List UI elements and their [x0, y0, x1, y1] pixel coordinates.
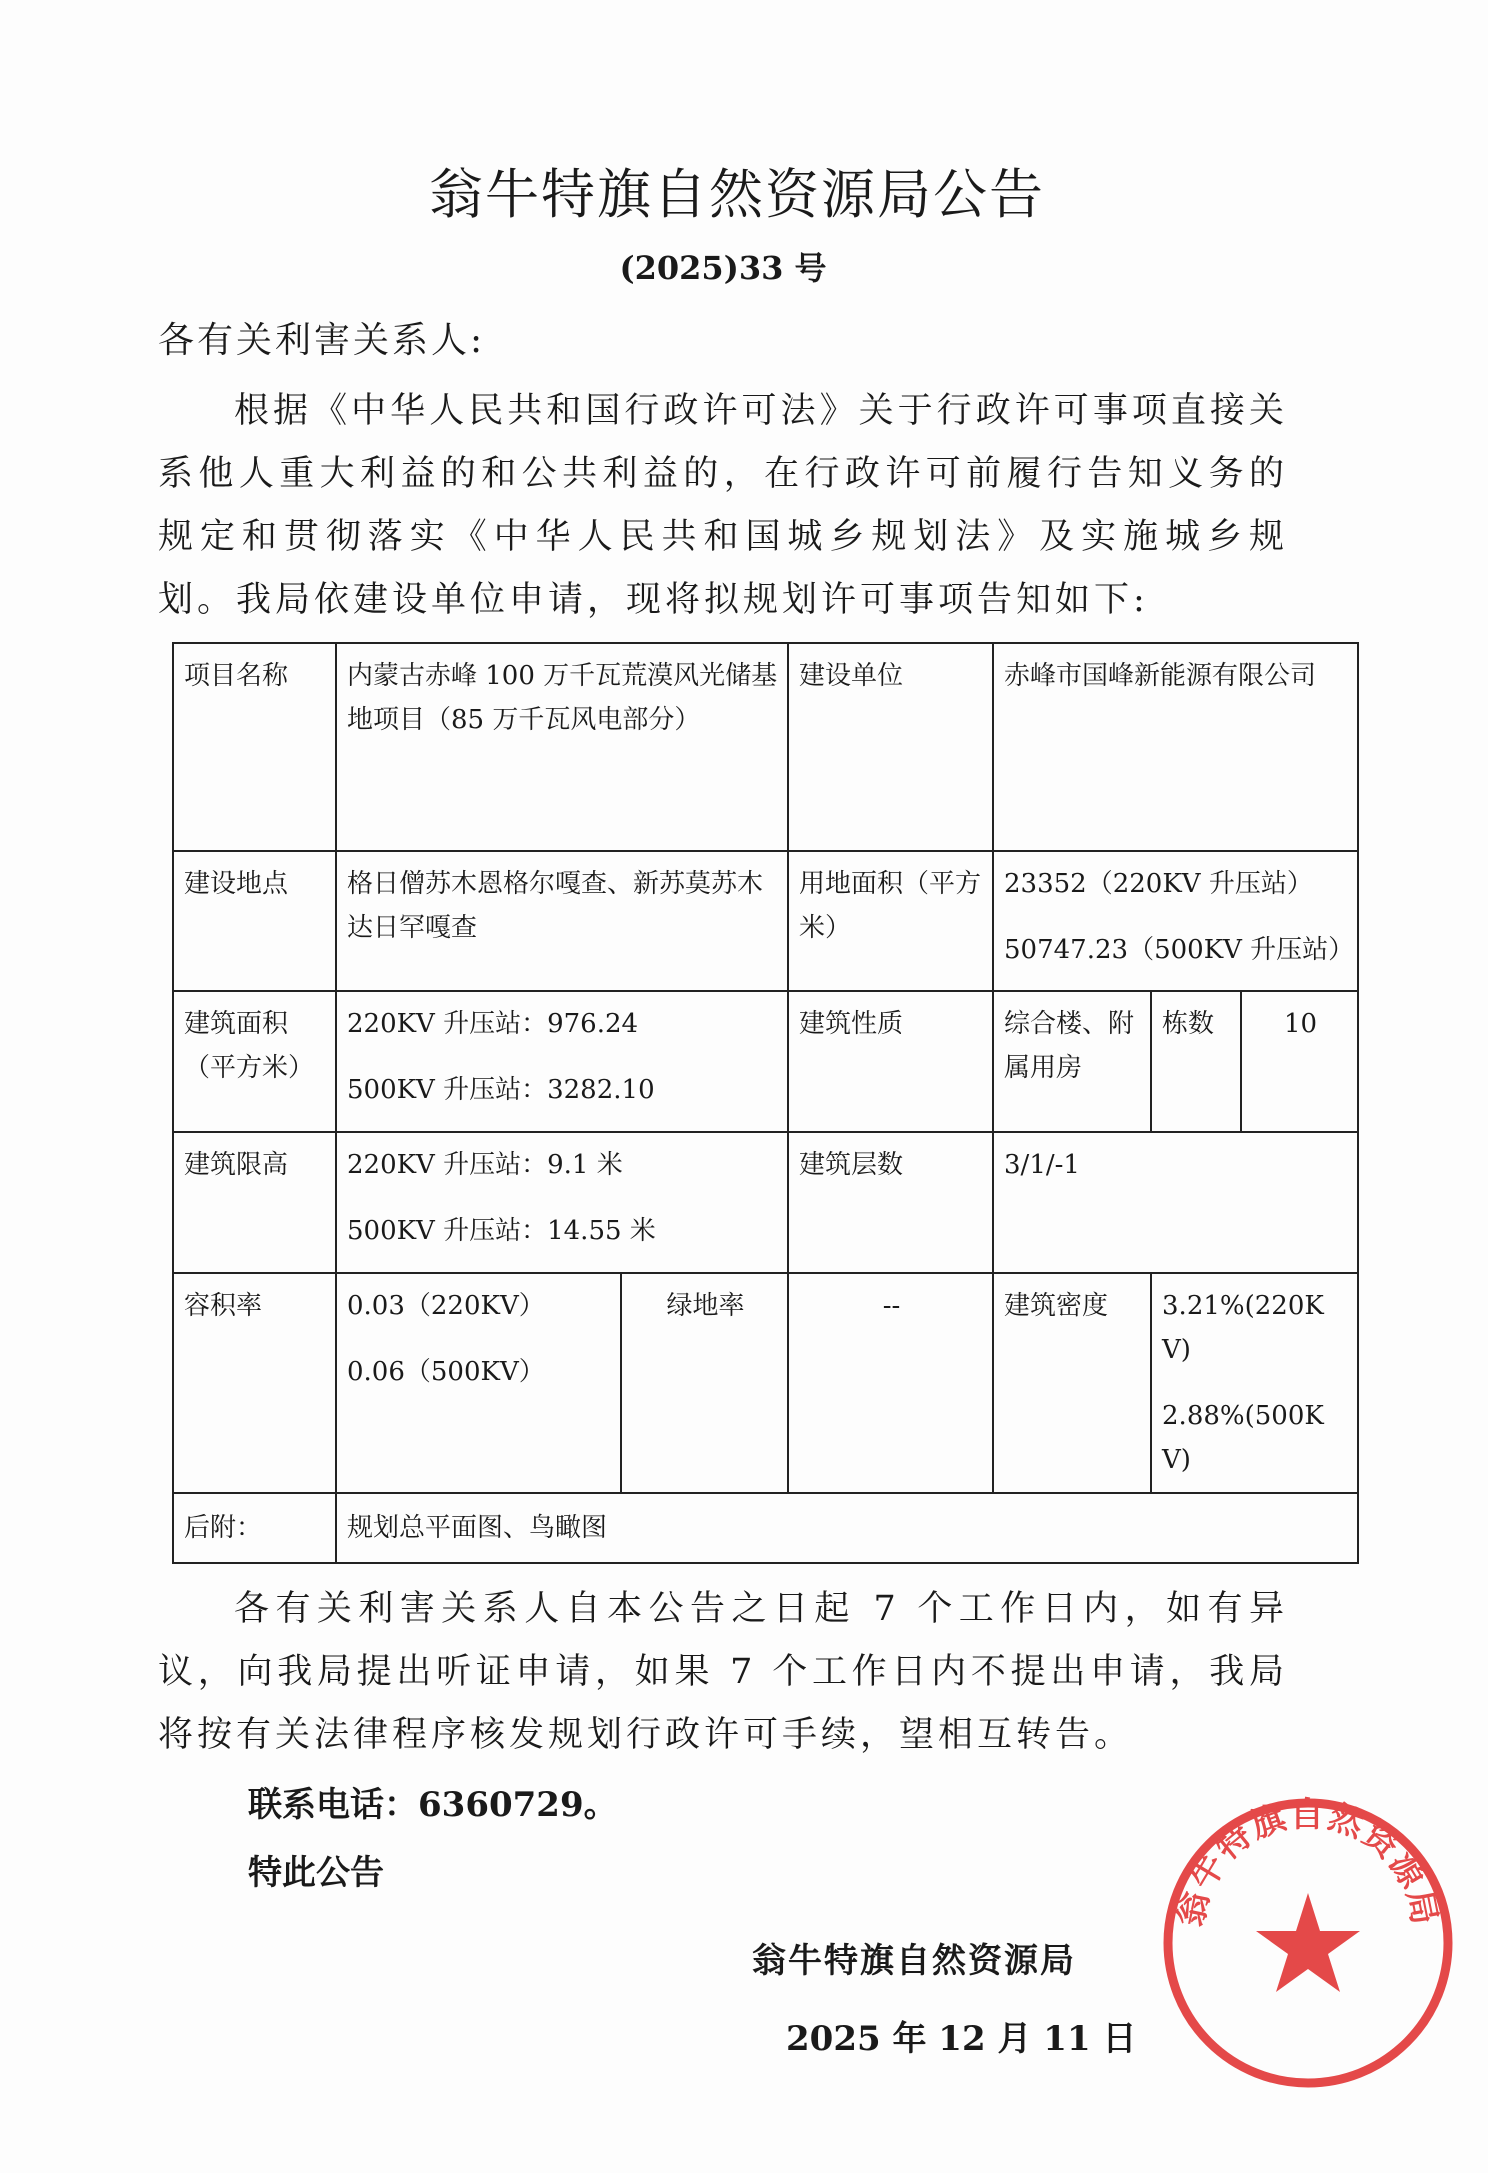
table-row [173, 1273, 1358, 1493]
salutation: 各有关利害关系人: [158, 320, 486, 361]
land-area-value: 23352（220KV 升压站） 50747.23（500KV 升压站） [993, 851, 1358, 991]
far-value: 0.03（220KV） 0.06（500KV） [336, 1273, 621, 1493]
location-label: 建设地点 [173, 851, 336, 991]
height-limit-value: 220KV 升压站：9.1 米 500KV 升压站：14.55 米 [336, 1132, 788, 1273]
building-count-value: 10 [1241, 991, 1358, 1132]
floors-label: 建筑层数 [788, 1132, 993, 1273]
table-row [173, 1493, 1358, 1563]
table-row [173, 851, 1358, 991]
project-name-label: 项目名称 [173, 643, 336, 851]
density-value: 3.21%(220KV) 2.88%(500KV) [1151, 1273, 1358, 1493]
floor-area-value: 220KV 升压站：976.24 500KV 升压站：3282.10 [336, 991, 788, 1132]
project-name-value: 内蒙古赤峰 100 万千瓦荒漠风光储基地项目（85 万千瓦风电部分） [336, 643, 788, 851]
green-ratio-value: -- [788, 1273, 993, 1493]
signature-date: 2025 年 12 月 11 日 [786, 2019, 1137, 2059]
table-row [173, 991, 1358, 1132]
seal-text: 翁牛特旗自然资源局 [1171, 1794, 1445, 1930]
attachment-value: 规划总平面图、鸟瞰图 [336, 1493, 1358, 1563]
official-seal-stamp [1158, 1793, 1458, 2093]
star-icon [1256, 1893, 1360, 1992]
floors-value: 3/1/-1 [993, 1132, 1358, 1273]
table-row [173, 1132, 1358, 1273]
objection-paragraph: 各有关利害关系人自本公告之日起 7 个工作日内，如有异议，向我局提出听证申请，如果 7 个工作日内不提出申请，我局将按有关法律程序核发规划行政许可手续，望相互转告。 [158, 1589, 1288, 1755]
location-value: 格日僧苏木恩格尔嘎查、新苏莫苏木达日罕嘎查 [336, 851, 788, 991]
closing-remark: 特此公告 [248, 1853, 384, 1893]
contact-phone: 联系电话：6360729。 [248, 1785, 618, 1825]
floor-area-label: 建筑面积（平方米） [173, 991, 336, 1132]
far-label: 容积率 [173, 1273, 336, 1493]
land-area-label: 用地面积（平方米） [788, 851, 993, 991]
building-nature-label: 建筑性质 [788, 991, 993, 1132]
attachment-label: 后附： [173, 1493, 336, 1563]
builder-label: 建设单位 [788, 643, 993, 851]
height-limit-label: 建筑限高 [173, 1132, 336, 1273]
density-label: 建筑密度 [993, 1273, 1151, 1493]
building-count-label: 栋数 [1151, 991, 1241, 1132]
notice-title: 翁牛特旗自然资源局公告 [429, 163, 1045, 226]
intro-paragraph: 根据《中华人民共和国行政许可法》关于行政许可事项直接关系他人重大利益的和公共利益的，在行政许可前履行告知义务的规定和贯彻落实《中华人民共和国城乡规划法》及实施城乡规划。我局依建设单位申请，现将拟规划许可事项告知如下: [158, 391, 1288, 620]
table-row [173, 643, 1358, 851]
green-ratio-label: 绿地率 [621, 1273, 788, 1493]
signature-organization: 翁牛特旗自然资源局 [752, 1941, 1076, 1981]
builder-value: 赤峰市国峰新能源有限公司 [993, 643, 1358, 851]
building-nature-value: 综合楼、附属用房 [993, 991, 1151, 1132]
permit-details-table [172, 642, 1359, 1564]
document-number: (2025)33 号 [619, 249, 827, 287]
